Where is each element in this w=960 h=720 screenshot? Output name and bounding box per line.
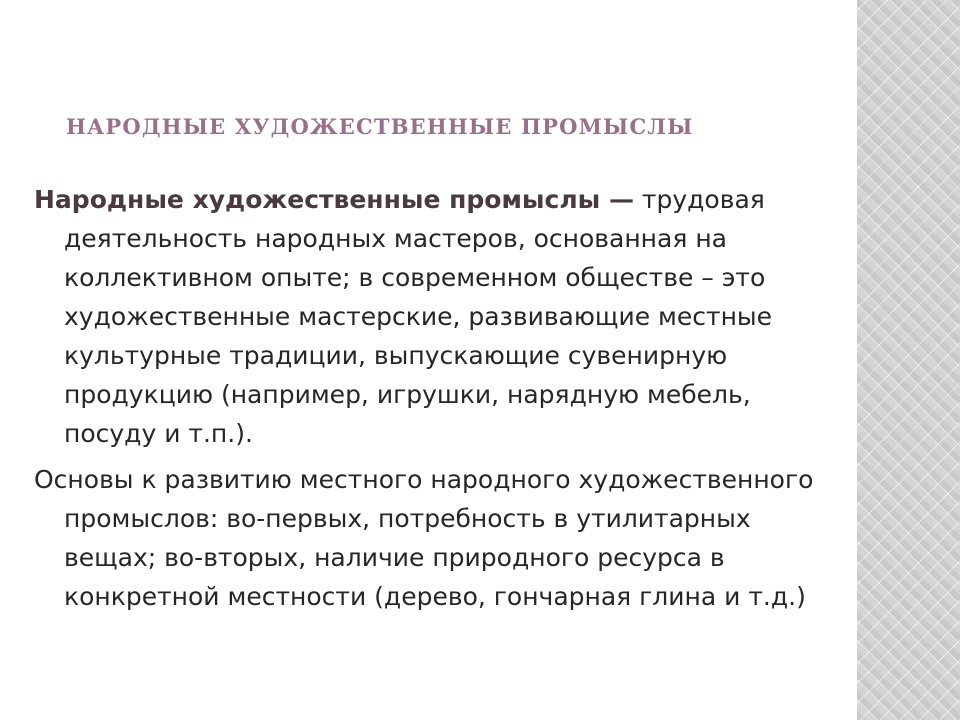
foundations-paragraph: Основы к развитию местного народного художественного промыслов: во-первых, потребность в утилитарных вещах; во-вторых, наличие природного ресурса в конкретной местности (дерево, гончарная глина и т.д.) (34, 465, 814, 611)
definition-text: трудовая деятельность народных мастеров, основанная на коллективном опыте; в современном обществе – это художественные мастерские, развивающие местные культурные традиции, выпускающие сувенирную продукцию (например, игрушки, нарядную мебель, посуду и т.п.). (64, 185, 773, 448)
defined-term: Народные художественные промыслы — (34, 185, 634, 214)
definition-paragraph (34, 180, 844, 453)
slide-title: НАРОДНЫЕ ХУДОЖЕСТВЕННЫЕ ПРОМЫСЛЫ (66, 114, 694, 139)
slide-body (34, 180, 844, 616)
decorative-side-panel (857, 0, 960, 720)
